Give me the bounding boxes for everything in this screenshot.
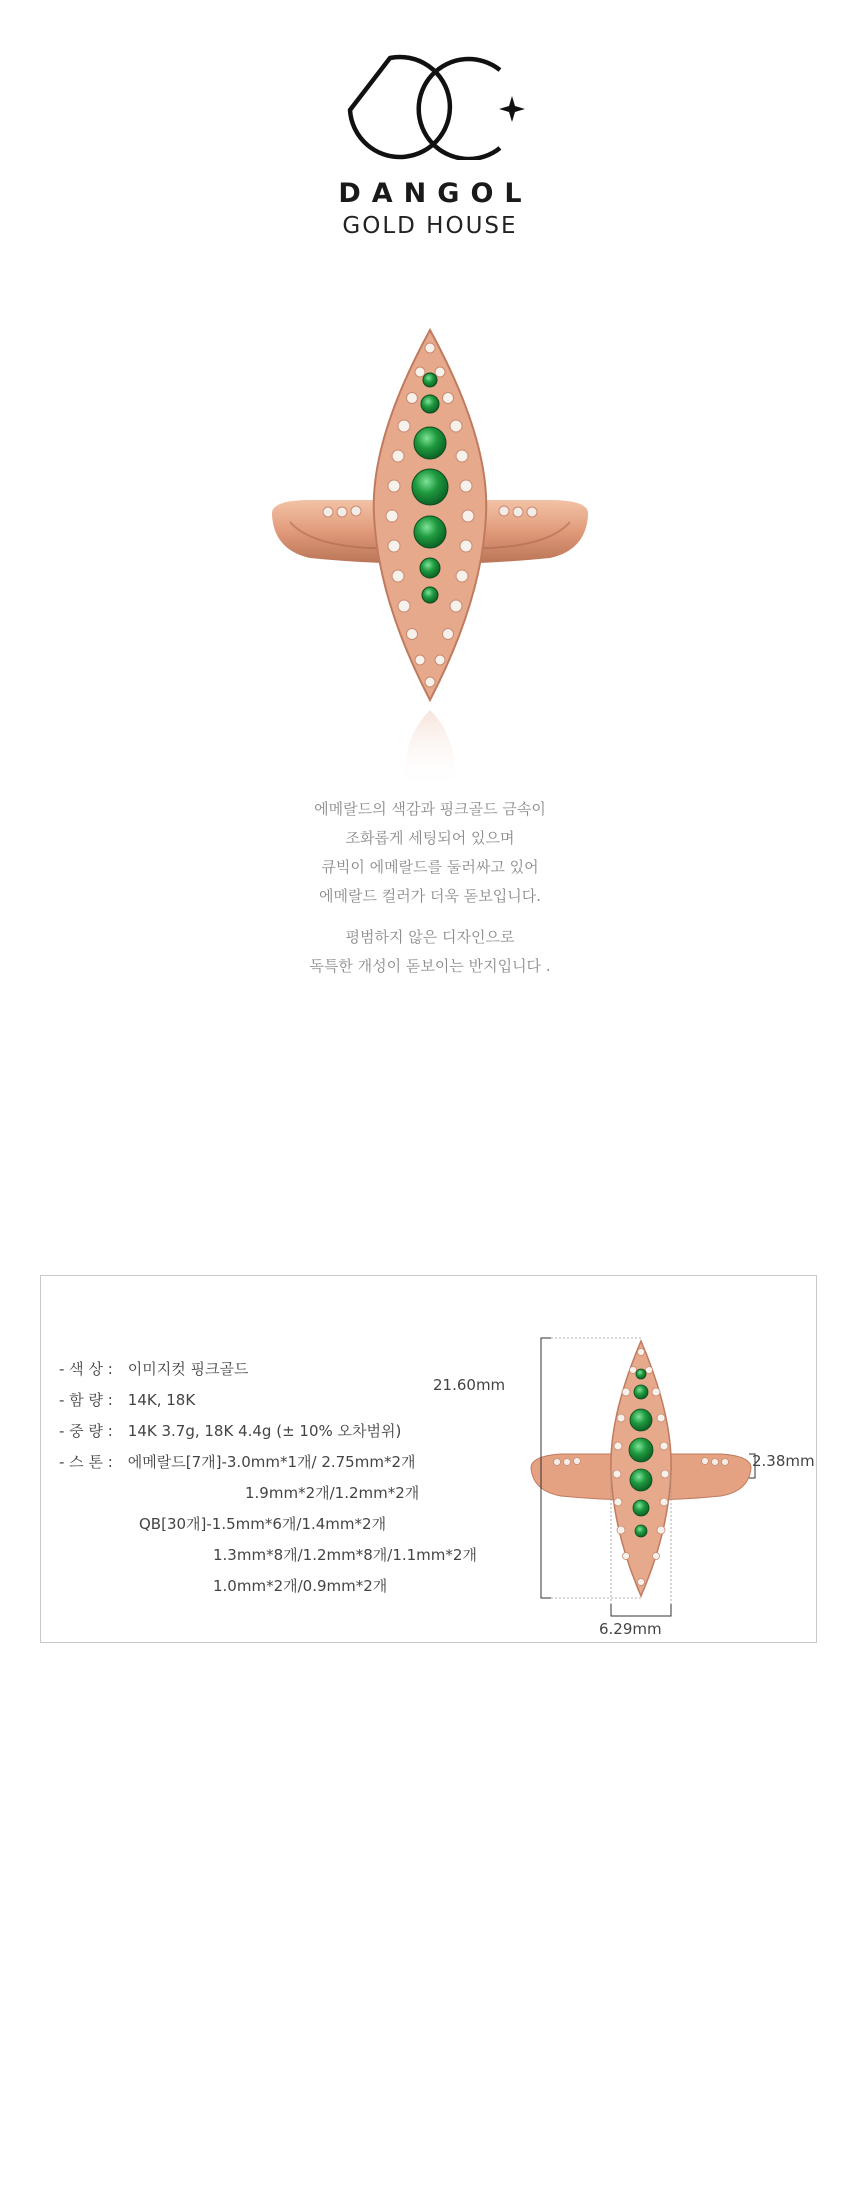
dimension-ring-diagram	[511, 1326, 811, 1626]
spec-row-stone	[59, 1447, 477, 1478]
spec-row-color	[59, 1354, 477, 1385]
spec-row-stone-cont	[59, 1571, 477, 1602]
description-line: 에메랄드의 색감과 핑크골드 금속이	[314, 800, 546, 818]
description-line: 평범하지 않은 디자인으로	[345, 928, 515, 946]
spec-value: 에메랄드[7개]-3.0mm*1개/ 2.75mm*2개	[127, 1453, 416, 1471]
product-description	[0, 795, 860, 981]
dangol-logo-icon	[320, 40, 540, 160]
spec-value: 14K, 18K	[127, 1391, 196, 1409]
spec-value: 1.9mm*2개/1.2mm*2개	[245, 1484, 420, 1502]
description-line: 조화롭게 세팅되어 있으며	[345, 829, 515, 847]
spec-value: 14K 3.7g, 18K 4.4g (± 10% 오차범위)	[127, 1422, 402, 1440]
spec-label: - 색 상 :	[59, 1360, 113, 1378]
spec-label: - 스 톤 :	[59, 1453, 113, 1471]
spec-label: - 중 량 :	[59, 1422, 113, 1440]
ring-photo	[250, 300, 610, 790]
dimension-width-label: 6.29mm	[599, 1620, 662, 1638]
spec-row-stone-cont	[59, 1478, 477, 1509]
description-line: 큐빅이 에메랄드를 둘러싸고 있어	[321, 858, 539, 876]
brand-subtitle: GOLD HOUSE	[342, 213, 518, 239]
spec-value: 이미지컷 핑크골드	[127, 1360, 249, 1378]
spec-box	[40, 1275, 817, 1643]
spec-list	[59, 1354, 477, 1602]
spec-row-stone-cont	[59, 1509, 477, 1540]
spec-value: 1.0mm*2개/0.9mm*2개	[213, 1577, 388, 1595]
spec-row-stone-cont	[59, 1540, 477, 1571]
dimension-band-label: 2.38mm	[752, 1452, 815, 1470]
brand-name: DANGOL	[338, 178, 533, 209]
spec-row-purity	[59, 1385, 477, 1416]
description-line: 독특한 개성이 돋보이는 반지입니다 .	[309, 957, 551, 975]
brand-logo	[0, 40, 860, 239]
spec-label: - 함 량 :	[59, 1391, 113, 1409]
spec-value: QB[30개]-1.5mm*6개/1.4mm*2개	[139, 1515, 387, 1533]
description-line: 에메랄드 컬러가 더욱 돋보입니다.	[319, 887, 541, 905]
dimension-height-label: 21.60mm	[433, 1376, 506, 1394]
spec-row-weight	[59, 1416, 477, 1447]
spec-value: 1.3mm*8개/1.2mm*8개/1.1mm*2개	[213, 1546, 477, 1564]
